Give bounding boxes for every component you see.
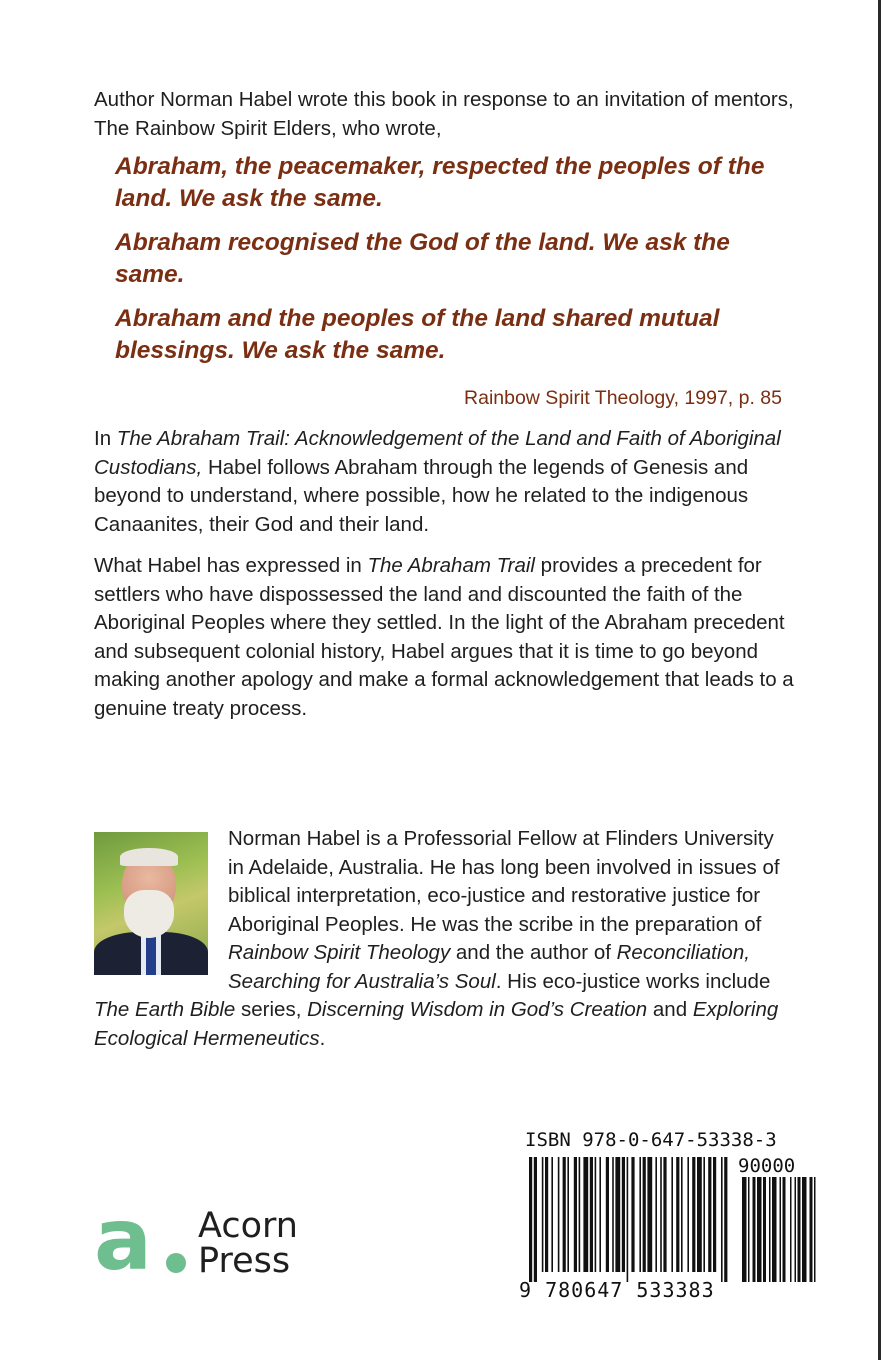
barcode-bar bbox=[724, 1157, 727, 1282]
bio-book-5: Exploring Ecological Hermeneutics bbox=[94, 998, 779, 1050]
barcode-bar bbox=[558, 1157, 560, 1272]
addon-bar bbox=[772, 1177, 777, 1282]
barcode-bar bbox=[595, 1157, 597, 1272]
blurb bbox=[94, 86, 794, 723]
addon-bar bbox=[802, 1177, 807, 1282]
barcode-bar bbox=[676, 1157, 679, 1272]
barcode-bar bbox=[643, 1157, 646, 1272]
argument-text: provides a precedent for settlers who have dispossessed the land and discounted the faith of the Aboriginal Peoples where they settled. In the light of the Abraham precedent and subsequent colonial history, Habel argues that it is time to go beyond making another apology and make a formal acknowledgement that leads to a genuine treaty process. bbox=[94, 554, 794, 720]
argument-paragraph bbox=[94, 552, 794, 723]
logo-dot bbox=[166, 1253, 186, 1273]
barcode-bar bbox=[579, 1157, 581, 1272]
addon-bar bbox=[742, 1177, 747, 1282]
author-photo bbox=[94, 832, 208, 975]
publisher-logo bbox=[94, 1190, 324, 1290]
addon-bar bbox=[783, 1177, 786, 1282]
addon-bar bbox=[780, 1177, 782, 1282]
bio-book-3: The Earth Bible bbox=[94, 998, 236, 1021]
barcode-bar bbox=[663, 1157, 666, 1272]
bio-book-4: Discerning Wisdom in God’s Creation bbox=[307, 998, 648, 1021]
bio-text-3: . His eco-justice works include bbox=[495, 969, 771, 993]
barcode-bar bbox=[590, 1157, 593, 1272]
barcode-bar bbox=[612, 1157, 614, 1272]
bio-text-5: and bbox=[647, 998, 693, 1021]
barcode-bar bbox=[647, 1157, 652, 1272]
bio-text-4: series, bbox=[235, 998, 308, 1021]
bio-text-2: and the author of bbox=[450, 941, 617, 964]
barcode-bar bbox=[599, 1157, 601, 1272]
quote-mutual-blessings: Abraham and the peoples of the land shared mutual blessings. We ask the same. bbox=[115, 305, 720, 364]
addon-bar bbox=[757, 1177, 762, 1282]
barcode-bar bbox=[692, 1157, 695, 1272]
isbn-barcode bbox=[515, 1120, 820, 1310]
barcode-bars bbox=[527, 1157, 817, 1282]
barcode-bar bbox=[534, 1157, 537, 1282]
argument-prefix: What Habel has expressed in bbox=[94, 554, 368, 577]
barcode-bar bbox=[697, 1157, 702, 1272]
barcode-bar bbox=[655, 1157, 657, 1272]
barcode-bar bbox=[574, 1157, 577, 1272]
addon-bar bbox=[790, 1177, 792, 1282]
barcode-bar bbox=[703, 1157, 705, 1272]
barcode-bar bbox=[713, 1157, 716, 1272]
publisher-name-line1: Acorn bbox=[198, 1206, 298, 1246]
publisher-name bbox=[198, 1206, 298, 1281]
barcode-bar bbox=[622, 1157, 625, 1272]
addon-bar bbox=[814, 1177, 816, 1282]
book-title-short: The Abraham Trail bbox=[367, 554, 535, 577]
addon-bar bbox=[798, 1177, 801, 1282]
price-addon-number: 90000 bbox=[738, 1155, 796, 1177]
acorn-mark-icon: a bbox=[94, 1190, 153, 1290]
barcode-bar bbox=[606, 1157, 609, 1272]
barcode-bar bbox=[708, 1157, 711, 1272]
barcode-bar bbox=[687, 1157, 689, 1272]
isbn-label: ISBN 978-0-647-53338-3 bbox=[525, 1129, 777, 1151]
summary-text: Habel follows Abraham through the legends of Genesis and beyond to understand, where possible, how he related to the indigenous Canaanites, their God and their land. bbox=[94, 455, 749, 536]
quote-god-of-land: Abraham recognised the God of the land. We ask the same. bbox=[115, 229, 730, 288]
summary-prefix: In bbox=[94, 427, 117, 450]
barcode-bar bbox=[529, 1157, 532, 1282]
addon-bar bbox=[810, 1177, 813, 1282]
barcode-bar bbox=[583, 1157, 588, 1272]
barcode-bar bbox=[542, 1157, 544, 1272]
barcode-bar bbox=[627, 1157, 629, 1282]
publisher-name-line2: Press bbox=[198, 1241, 291, 1281]
addon-bar bbox=[748, 1177, 750, 1282]
barcode-bar bbox=[615, 1157, 620, 1272]
bio-text-1: Norman Habel is a Professorial Fellow at Flinders University in Adelaide, Australia. He has long been involved in issues of biblical interpretation, eco-justice and restorative justice for Aboriginal Peoples. He was the scribe in the preparation of bbox=[228, 827, 780, 936]
quote-peacemaker: Abraham, the peacemaker, respected the peoples of the land. We ask the same. bbox=[115, 153, 765, 212]
barcode-bar bbox=[681, 1157, 683, 1272]
addon-bar bbox=[753, 1177, 756, 1282]
barcode-bar bbox=[660, 1157, 662, 1272]
barcode-bar bbox=[551, 1157, 553, 1272]
intro-paragraph: Author Norman Habel wrote this book in response to an invitation of mentors, The Rainbow Spirit Elders, who wrote, bbox=[94, 88, 794, 140]
addon-bar bbox=[769, 1177, 771, 1282]
quote-citation: Rainbow Spirit Theology, 1997, p. 85 bbox=[464, 387, 782, 409]
summary-paragraph bbox=[94, 425, 794, 539]
barcode-bar bbox=[631, 1157, 634, 1272]
barcode-bar bbox=[545, 1157, 548, 1272]
bio-book-2: Reconciliation, Searching for Australia’s Soul bbox=[228, 941, 750, 993]
barcode-bar bbox=[639, 1157, 641, 1272]
bio-text-6: . bbox=[319, 1026, 326, 1050]
bio-book-1: Rainbow Spirit Theology bbox=[228, 941, 451, 964]
author-bio bbox=[94, 825, 784, 1053]
ean-number: 9 780647 533383 bbox=[519, 1278, 715, 1302]
addon-bar bbox=[795, 1177, 797, 1282]
barcode-bar bbox=[563, 1157, 566, 1272]
barcode-bar bbox=[567, 1157, 569, 1272]
barcode-bar bbox=[671, 1157, 673, 1272]
barcode-bar bbox=[721, 1157, 723, 1282]
book-title: The Abraham Trail: Acknowledgement of the Land and Faith of Aboriginal Custodians, bbox=[94, 427, 781, 479]
addon-bar bbox=[763, 1177, 766, 1282]
